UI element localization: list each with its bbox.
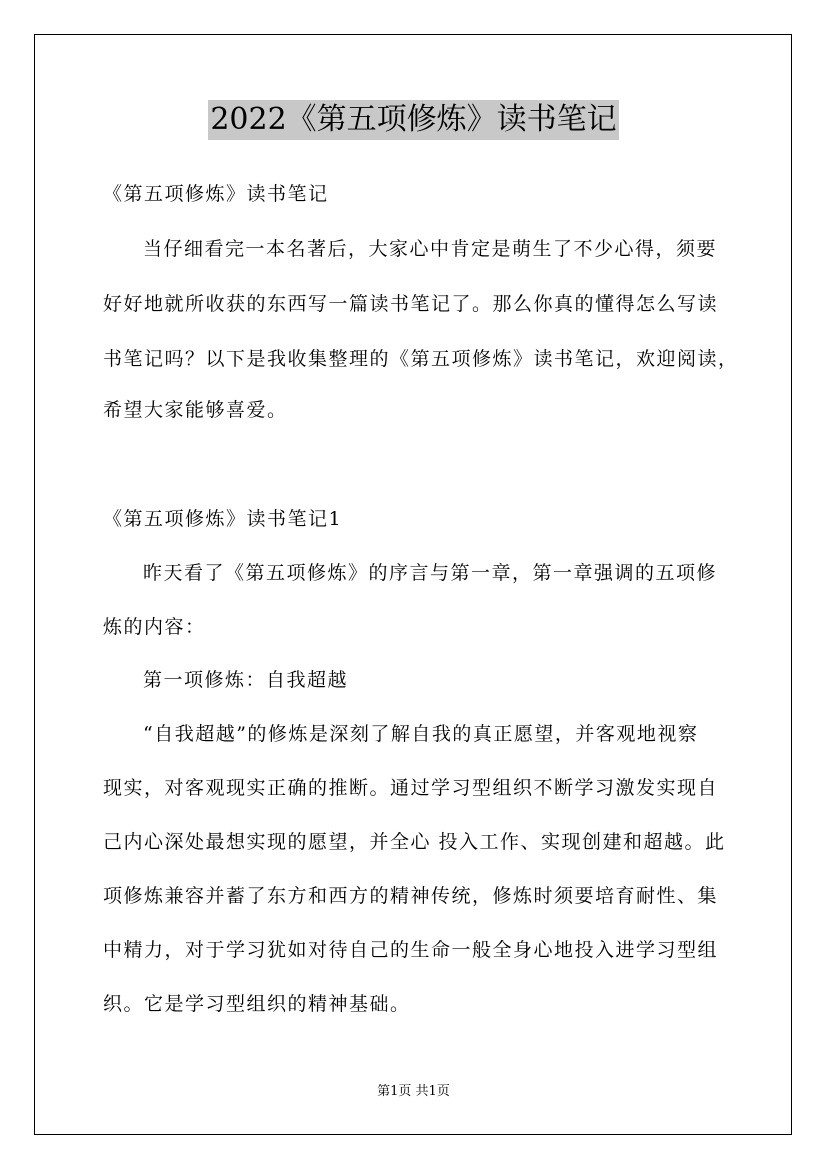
body-line-6: 织。它是学习型组织的精神基础。: [103, 993, 411, 1015]
intro-line-3: 书笔记吗？以下是我收集整理的《第五项修炼》读书笔记，欢迎阅读，: [103, 348, 739, 370]
section-heading: 《第五项修炼》读书笔记1: [103, 508, 343, 530]
body-line-1: “自我超越”的修炼是深刻了解自我的真正愿望，并客观地视察: [143, 723, 699, 745]
body-line-3: 己内心深处最想实现的愿望，并全心 投入工作、实现创建和超越。此: [103, 831, 726, 853]
item-heading: 第一项修炼：自我超越: [143, 669, 349, 691]
intro-line-1: 当仔细看完一本名著后，大家心中肯定是萌生了不少心得，须要: [143, 238, 718, 260]
body-line-4: 项修炼兼容并蓄了东方和西方的精神传统，修炼时须要培育耐性、集: [103, 885, 719, 907]
body-line-5: 中精力，对于学习犹如对待自己的生命一般全身心地投入进学习型组: [103, 939, 719, 961]
document-title: 2022《第五项修炼》读书笔记: [208, 100, 618, 140]
title-container: [0, 100, 827, 140]
page-footer: 第1页 共1页: [377, 1084, 450, 1099]
section-line-1: 昨天看了《第五项修炼》的序言与第一章，第一章强调的五项修: [143, 562, 718, 584]
body-line-2: 现实，对客观现实正确的推断。通过学习型组织不断学习激发实现自: [103, 777, 719, 799]
section-line-2: 炼的内容：: [103, 616, 206, 638]
intro-line-2: 好好地就所收获的东西写一篇读书笔记了。那么你真的懂得怎么写读: [103, 293, 719, 315]
intro-line-4: 希望大家能够喜爱。: [103, 399, 288, 421]
subtitle: 《第五项修炼》读书笔记: [103, 183, 329, 205]
